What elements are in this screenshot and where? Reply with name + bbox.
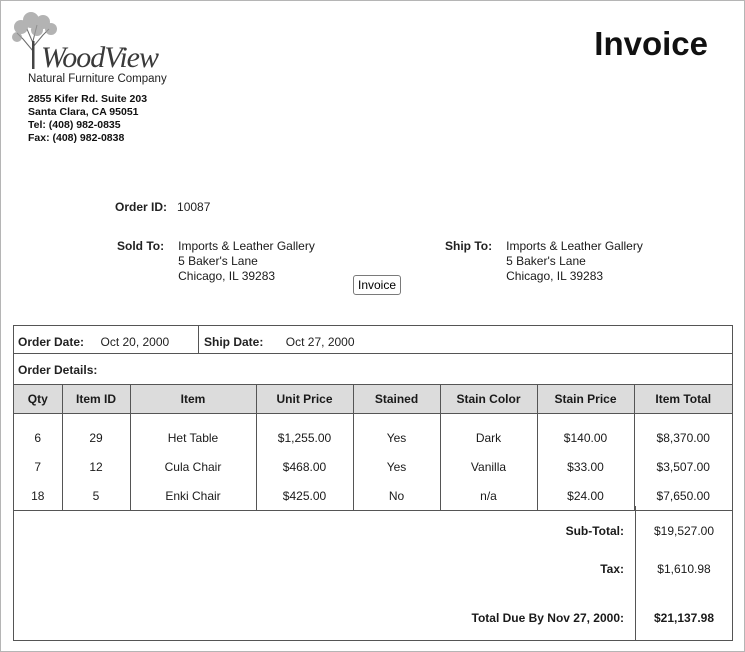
company-address — [28, 93, 147, 145]
ship-to-name: Imports & Leather Gallery — [506, 239, 643, 253]
cell-item-total: $3,507.00 — [634, 453, 732, 482]
sold-to-address — [178, 239, 315, 284]
col-header-stain-color: Stain Color — [440, 385, 537, 414]
cell-stain-price: $24.00 — [537, 482, 634, 511]
cell-item: Cula Chair — [130, 453, 256, 482]
cell-item: Het Table — [130, 414, 256, 453]
cell-unit-price: $468.00 — [256, 453, 353, 482]
order-details-label: Order Details: — [18, 363, 98, 377]
company-tel: Tel: (408) 982-0835 — [28, 119, 121, 131]
sold-to-block — [117, 239, 315, 284]
col-header-item-total: Item Total — [634, 385, 732, 414]
company-fax: Fax: (408) 982-0838 — [28, 132, 125, 144]
cell-item-id: 29 — [62, 414, 130, 453]
tax-value: $1,610.98 — [657, 562, 711, 576]
tax-label: Tax: — [600, 562, 624, 576]
sold-to-street: 5 Baker's Lane — [178, 254, 258, 268]
order-id-row — [115, 200, 210, 214]
ship-date-cell — [204, 333, 355, 351]
col-header-stain-price: Stain Price — [537, 385, 634, 414]
cell-stain-price: $140.00 — [537, 414, 634, 453]
table-row — [14, 453, 732, 482]
cell-stained: No — [353, 482, 440, 511]
cell-item-total: $8,370.00 — [634, 414, 732, 453]
company-tagline: Natural Furniture Company — [28, 73, 167, 85]
cell-unit-price: $425.00 — [256, 482, 353, 511]
col-header-item: Item — [130, 385, 256, 414]
cell-stained: Yes — [353, 453, 440, 482]
cell-qty: 7 — [14, 453, 62, 482]
col-header-unit-price: Unit Price — [256, 385, 353, 414]
company-logo — [11, 11, 171, 91]
cell-stain-color: Dark — [440, 414, 537, 453]
ship-date-value: Oct 27, 2000 — [285, 335, 355, 349]
cell-stain-price: $33.00 — [537, 453, 634, 482]
cell-stain-color: n/a — [440, 482, 537, 511]
cell-unit-price: $1,255.00 — [256, 414, 353, 453]
ship-to-label: Ship To: — [445, 239, 493, 253]
subtotal-value: $19,527.00 — [653, 524, 715, 538]
ship-to-block — [445, 239, 643, 284]
cell-item: Enki Chair — [130, 482, 256, 511]
table-header-row — [14, 385, 732, 414]
cell-qty: 18 — [14, 482, 62, 511]
ship-to-city: Chicago, IL 39283 — [506, 269, 604, 283]
order-items-table — [14, 384, 732, 511]
cell-stained: Yes — [353, 414, 440, 453]
subtotal-label: Sub-Total: — [565, 524, 624, 538]
cell-stain-color: Vanilla — [440, 453, 537, 482]
dates-row — [14, 326, 732, 354]
total-due-label: Total Due By Nov 27, 2000: — [471, 611, 624, 625]
cell-item-id: 5 — [62, 482, 130, 511]
order-id-value: 10087 — [177, 200, 211, 214]
cell-item-total: $7,650.00 — [634, 482, 732, 511]
col-header-qty: Qty — [14, 385, 62, 414]
order-date-cell — [14, 326, 199, 353]
company-address-line2: Santa Clara, CA 95051 — [28, 106, 139, 118]
company-address-line1: 2855 Kifer Rd. Suite 203 — [28, 93, 148, 105]
table-row — [14, 414, 732, 453]
table-row — [14, 482, 732, 511]
order-date-value: Oct 20, 2000 — [100, 335, 170, 349]
total-due-value: $21,137.98 — [653, 611, 715, 625]
order-id-label: Order ID: — [115, 200, 168, 214]
ship-to-street: 5 Baker's Lane — [506, 254, 586, 268]
cell-item-id: 12 — [62, 453, 130, 482]
ship-to-address — [506, 239, 643, 284]
order-box — [13, 325, 733, 641]
sold-to-name: Imports & Leather Gallery — [178, 239, 315, 253]
ship-date-label: Ship Date: — [204, 335, 264, 349]
col-header-item-id: Item ID — [62, 385, 130, 414]
invoice-button[interactable]: Invoice — [353, 275, 401, 295]
col-header-stained: Stained — [353, 385, 440, 414]
sold-to-label: Sold To: — [117, 239, 165, 253]
order-date-label: Order Date: — [18, 335, 85, 349]
page-title: Invoice — [594, 25, 708, 62]
cell-qty: 6 — [14, 414, 62, 453]
logo-wordmark: WoodView — [41, 41, 158, 74]
sold-to-city: Chicago, IL 39283 — [178, 269, 276, 283]
